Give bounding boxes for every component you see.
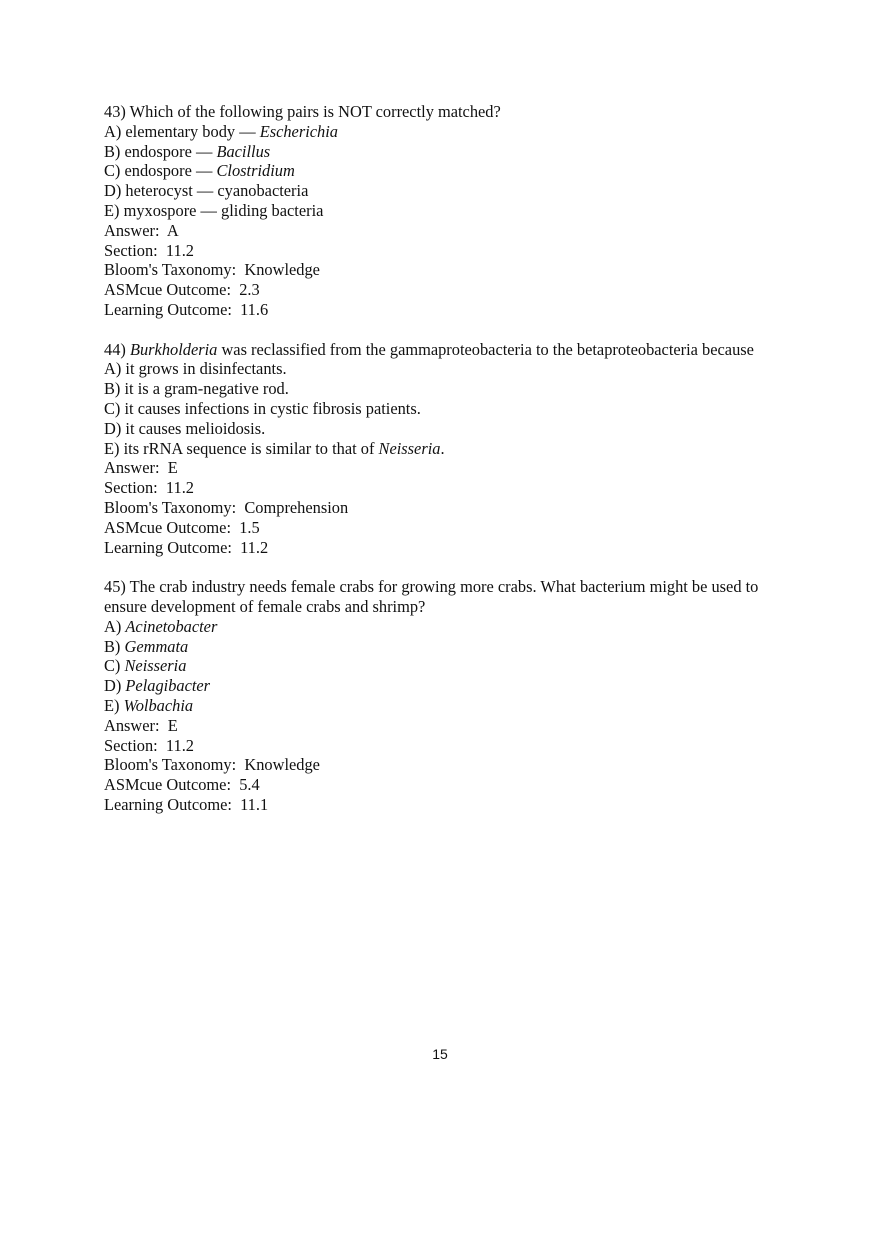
blooms-taxonomy: Bloom's Taxonomy: Knowledge — [104, 755, 320, 775]
option-c: C) endospore — Clostridium — [104, 161, 295, 181]
page-number: 15 — [432, 1046, 448, 1062]
answer: Answer: A — [104, 220, 179, 240]
option-b: B) it is a gram-negative rod. — [104, 379, 289, 399]
option-d: D) Pelagibacter — [104, 676, 211, 696]
question-text: was reclassified from the gammaproteobacteria to the betaproteobacteria because — [217, 339, 754, 359]
option-a: A) it grows in disinfectants. — [104, 359, 287, 379]
option-e: E) Wolbachia — [104, 695, 194, 715]
question-44 — [104, 340, 794, 558]
question-number: 45) — [104, 577, 126, 597]
option-a: A) elementary body — Escherichia — [104, 121, 338, 141]
question-45 — [104, 577, 794, 815]
option-e: E) its rRNA sequence is similar to that of Neisseria. — [104, 438, 445, 458]
question-stem — [104, 577, 794, 617]
question-number: 43) — [104, 102, 126, 121]
option-c: C) it causes infections in cystic fibrosis patients. — [104, 398, 421, 418]
asmcue-outcome: ASMcue Outcome: 2.3 — [104, 280, 260, 300]
answer: Answer: E — [104, 458, 178, 478]
blooms-taxonomy: Bloom's Taxonomy: Knowledge — [104, 260, 320, 280]
question-43 — [104, 102, 794, 320]
section: Section: 11.2 — [104, 478, 194, 498]
question-stem — [104, 102, 794, 122]
option-d: D) it causes melioidosis. — [104, 418, 266, 438]
option-a: A) Acinetobacter — [104, 616, 218, 636]
section: Section: 11.2 — [104, 735, 194, 755]
asmcue-outcome: ASMcue Outcome: 1.5 — [104, 517, 260, 537]
document-body — [104, 102, 794, 834]
section: Section: 11.2 — [104, 240, 194, 260]
option-c: C) Neisseria — [104, 656, 187, 676]
blooms-taxonomy: Bloom's Taxonomy: Comprehension — [104, 497, 349, 517]
option-d: D) heterocyst — cyanobacteria — [104, 181, 309, 201]
option-e: E) myxospore — gliding bacteria — [104, 200, 324, 220]
learning-outcome: Learning Outcome: 11.1 — [104, 794, 269, 814]
question-text: The crab industry needs female crabs for growing more crabs. What bacterium might be used to ensure development of female crabs and shrimp? — [104, 577, 759, 616]
learning-outcome: Learning Outcome: 11.6 — [104, 299, 269, 319]
question-organism: Burkholderia — [129, 339, 218, 359]
question-text: Which of the following pairs is NOT correctly matched? — [129, 102, 501, 121]
question-number: 44) — [104, 339, 126, 359]
question-stem — [104, 340, 794, 360]
answer: Answer: E — [104, 715, 178, 735]
option-b: B) Gemmata — [104, 636, 189, 656]
learning-outcome: Learning Outcome: 11.2 — [104, 537, 269, 557]
asmcue-outcome: ASMcue Outcome: 5.4 — [104, 775, 260, 795]
option-b: B) endospore — Bacillus — [104, 141, 271, 161]
